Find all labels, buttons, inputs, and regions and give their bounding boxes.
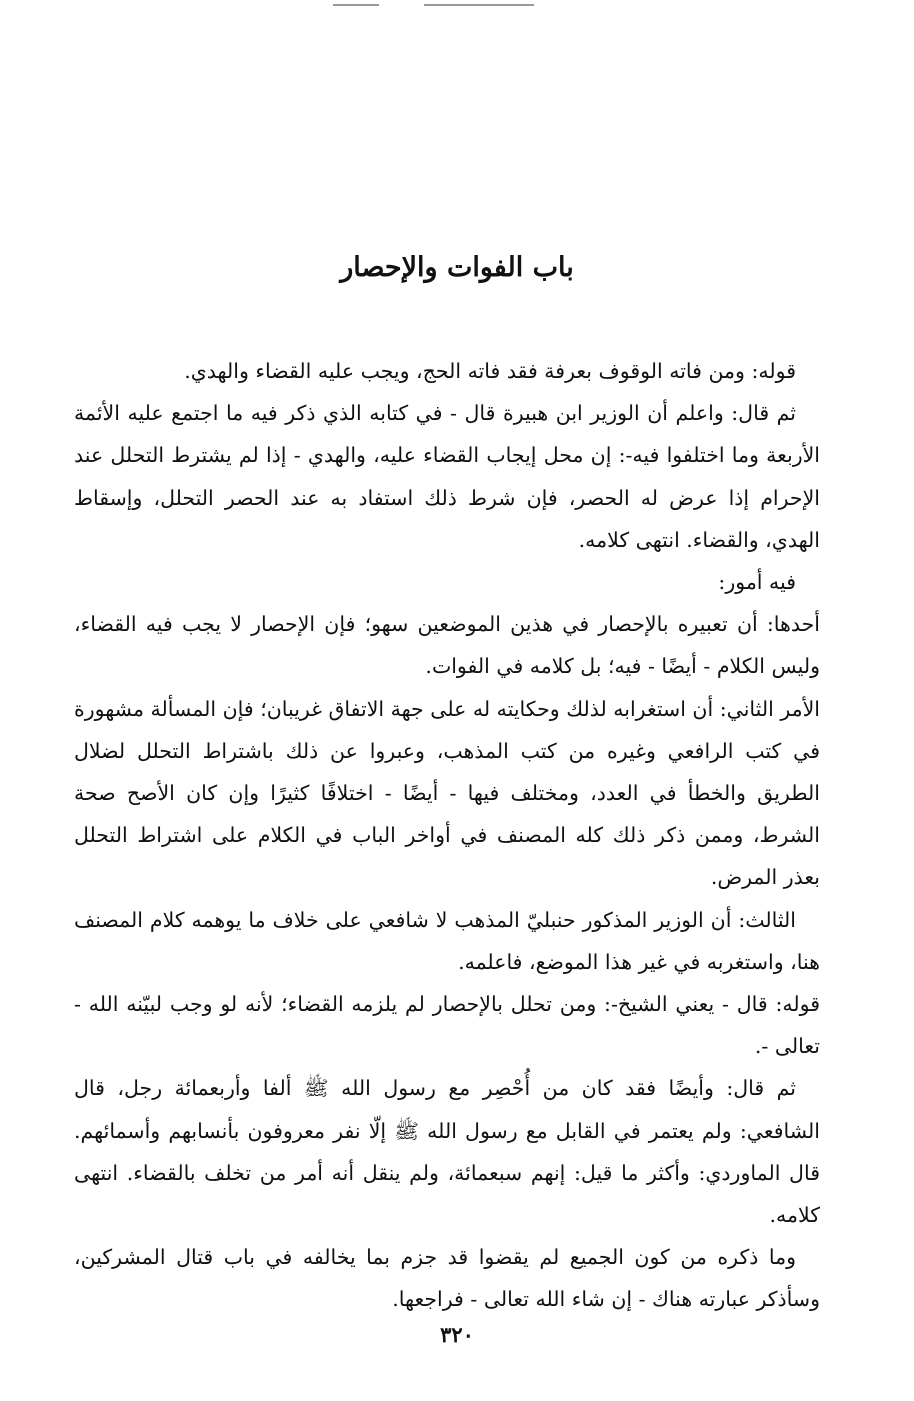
paragraph: الثالث: أن الوزير المذكور حنبليّ المذهب لا شافعي على خلاف ما يوهمه كلام المصنف هنا، واستغربه في غير هذا الموضع، فاعلمه. <box>74 907 820 974</box>
paragraph: ثم قال: واعلم أن الوزير ابن هبيرة قال - في كتابه الذي ذكر فيه ما اجتمع عليه الأئمة الأربعة وما اختلفوا فيه-: إن محل إيجاب القضاء عليه، والهدي - إذا لم يشترط التحلل عند الإحرام إذا عرض له الحصر، فإن شرط ذلك استفاد به عند الحصر التحلل، وإسقاط الهدي، والقضاء. انتهى كلامه. <box>74 401 820 552</box>
paragraph: وما ذكره من كون الجميع لم يقضوا قد جزم بما يخالفه في باب قتال المشركين، وسأذكر عبارته هناك - إن شاء الله تعالى - فراجعها. <box>74 1245 820 1312</box>
body-text <box>74 350 820 1321</box>
page-number: ٣٢٠ <box>440 1322 474 1347</box>
paragraph: فيه أمور: <box>718 570 796 595</box>
top-rule-right <box>424 4 534 6</box>
paragraph: أحدها: أن تعبيره بالإحصار في هذين الموضعين سهو؛ فإن الإحصار لا يجب فيه القضاء، وليس الكلام - أيضًا - فيه؛ بل كلامه في الفوات. <box>74 612 820 679</box>
paragraph: قوله: ومن فاته الوقوف بعرفة فقد فاته الحج، ويجب عليه القضاء والهدي. <box>184 359 796 383</box>
paragraph: الأمر الثاني: أن استغرابه لذلك وحكايته له على جهة الاتفاق غريبان؛ فإن المسألة مشهورة في كتب الرافعي وغيره من كتب المذهب، وعبروا عن ذلك باشتراط التحلل لضلال الطريق والخطأ في العدد، ومختلف فيها - أيضًا - اختلافًا كثيرًا وإن كان الأصح صحة الشرط، وممن ذكر ذلك كله المصنف في أواخر الباب في الكلام على اشتراط التحلل بعذر المرض. <box>74 696 820 890</box>
chapter-heading: باب الفوات والإحصار <box>340 252 574 283</box>
paragraph: قوله: قال - يعني الشيخ-: ومن تحلل بالإحصار لم يلزمه القضاء؛ لأنه لو وجب لبيّنه الله - تعالى -. <box>74 992 820 1059</box>
paragraph: ثم قال: وأيضًا فقد كان من أُحْصِر مع رسول الله ﷺ ألفا وأربعمائة رجل، قال الشافعي: ولم يعتمر في القابل مع رسول الله ﷺ إلّا نفر معروفون بأنسابهم وأسمائهم. قال الماوردي: وأكثر ما قيل: إنهم سبعمائة، ولم ينقل أنه أمر من تخلف بالقضاء. انتهى كلامه. <box>74 1076 820 1228</box>
top-rule-left <box>333 4 379 6</box>
